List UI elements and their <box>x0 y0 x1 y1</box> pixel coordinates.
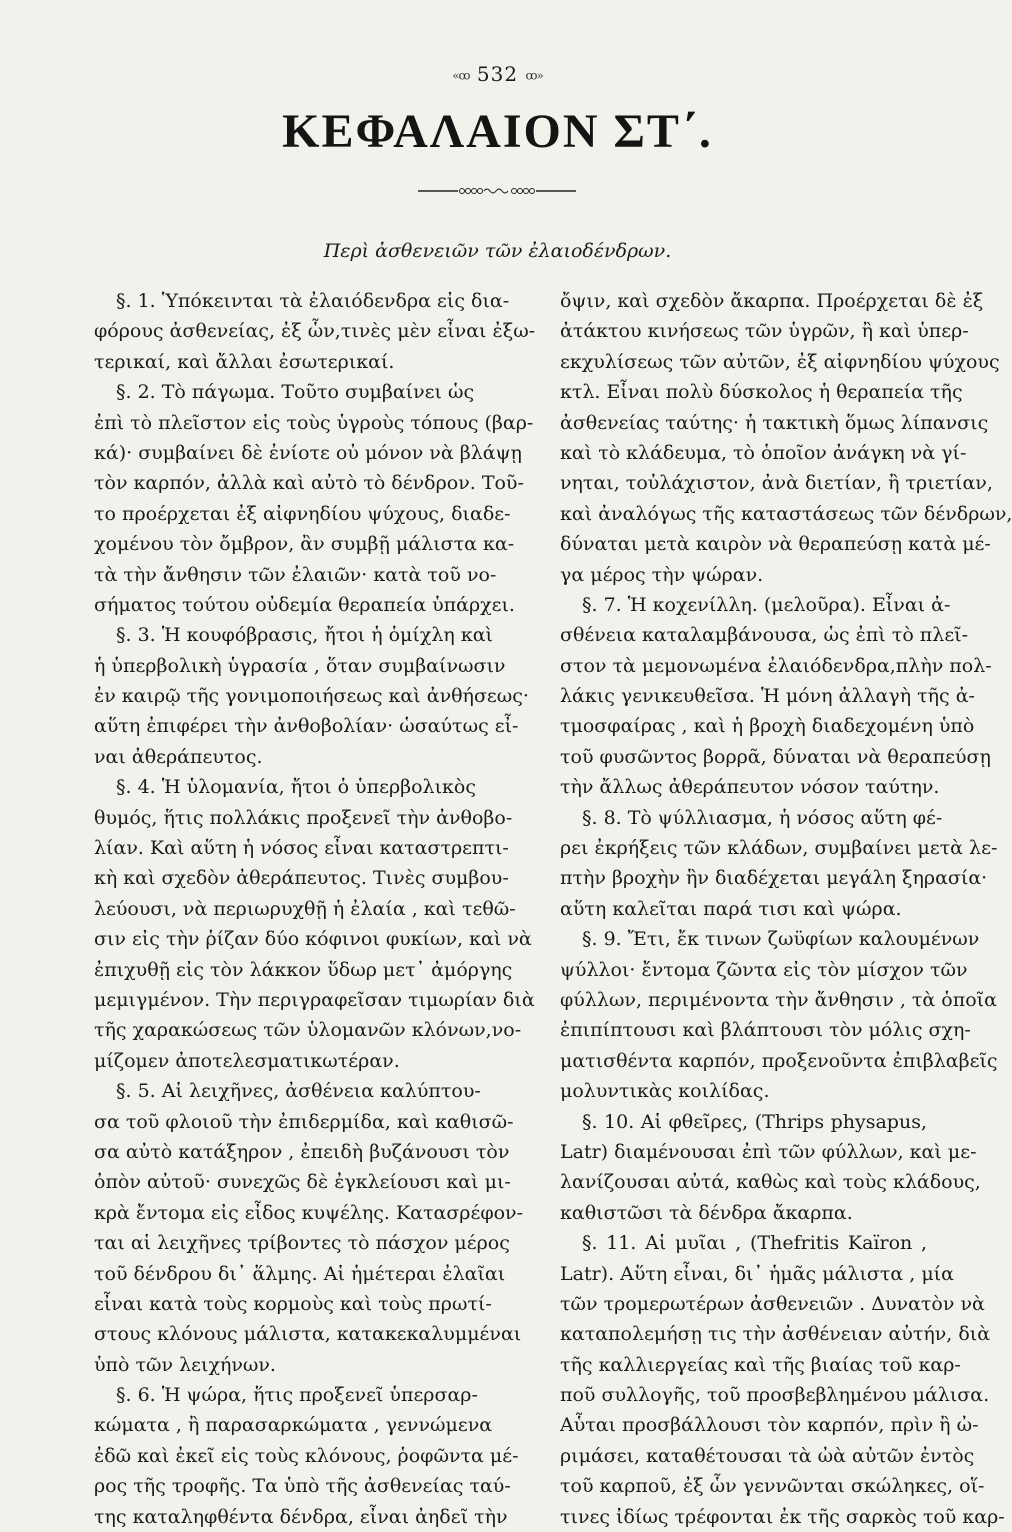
text-line: εκχυλίσεως τῶν αὐτῶν, ἐξ αἰφνηδίου ψύχους <box>560 350 1000 373</box>
text-line: κώματα , ἢ παρασαρκώματα , γεννώμενα <box>94 1414 493 1437</box>
text-line: μίζομεν ἀποτελεσματικωτέραν. <box>94 1049 400 1072</box>
text-line: ἐπὶ τὸ πλεῖστον εἰς τοὺς ὑγροὺς τόπους (βαρ- <box>94 411 534 434</box>
text-line: της καταληφθέντα δένδρα, εἶναι ἀηδεῖ τὴν <box>94 1505 508 1528</box>
text-line: στον τὰ μεμονωμένα ἐλαιόδενδρα,πλὴν πολ- <box>560 654 992 677</box>
text-line: §. 5. Αἱ λειχῆνες, ἀσθένεια καλύπτου- <box>116 1080 481 1103</box>
text-line: τὸν καρπόν, ἀλλὰ καὶ αὐτὸ τὸ δένδρον. Τοῦ- <box>94 472 524 495</box>
text-line: μολυντικὰς κοιλίδας. <box>560 1080 770 1103</box>
decorative-rule <box>418 186 576 196</box>
text-line: Latr) διαμένουσαι ἐπὶ τῶν φύλλων, καὶ με- <box>560 1140 977 1163</box>
text-line: §. 8. Τὸ ψύλλιασμα, ἡ νόσος αὕτη φέ- <box>582 806 943 829</box>
text-line: λίαν. Καὶ αὕτη ἡ νόσος εἶναι καταστρεπτι- <box>94 837 509 860</box>
text-line: ται αἱ λειχῆνες τρίβοντες τὸ πάσχον μέρος <box>94 1232 510 1255</box>
text-line: κὴ καὶ σχεδὸν ἀθεράπευτος. Τινὲς συμβου- <box>94 867 509 890</box>
text-line: αὕτη καλεῖται παρά τισι καὶ ψώρα. <box>560 897 902 920</box>
text-line: σήματος τούτου οὐδεμία θεραπεία ὑπάρχει. <box>94 593 515 616</box>
chapter-subtitle: Περὶ ἀσθενειῶν τῶν ἐλαιοδένδρων. <box>323 240 672 262</box>
left-column <box>94 286 536 1532</box>
text-line: §. 3. Ἡ κουφόβρασις, ἤτοι ἡ ὁμίχλη καὶ <box>116 624 493 647</box>
text-line: καθιστῶσι τὰ δένδρα ἄκαρπα. <box>560 1201 853 1224</box>
text-line: φόρους ἀσθενείας, ἐξ ὧν,τινὲς μὲν εἶναι ἐξω- <box>94 320 536 343</box>
text-line: σα αὐτὸ κατάξηρον , ἐπειδὴ βυζάνουσι τὸν <box>94 1140 510 1163</box>
text-line: ριμάσει, καταθέτουσαι τὰ ὠὰ αὐτῶν ἐντὸς <box>560 1444 975 1467</box>
text-line: εἶναι κατὰ τοὺς κορμοὺς καὶ τοὺς πρωτί- <box>94 1292 492 1315</box>
text-line: καὶ ἀναλόγως τῆς καταστάσεως τῶν δένδρων, <box>560 502 1012 525</box>
text-line: λεύουσι, νὰ περιωρυχθῇ ἡ ἐλαία , καὶ τεθῶ- <box>94 897 516 920</box>
text-line: §. 2. Τὸ πάγωμα. Τοῦτο συμβαίνει ὡς <box>116 381 475 404</box>
text-line: ἐδῶ καὶ ἐκεῖ εἰς τοὺς κλόνους, ῥοφῶντα μέ- <box>94 1444 519 1467</box>
text-line: κτλ. Εἶναι πολὺ δύσκολος ἡ θεραπεία τῆς <box>560 381 963 404</box>
text-line: κρὰ ἔντομα εἰς εἶδος κυψέλης. Κατασρέφον- <box>94 1201 524 1224</box>
text-line: ὄψιν, καὶ σχεδὸν ἄκαρπα. Προέρχεται δὲ ἐξ <box>560 290 984 312</box>
text-line: τὴν ἄλλως ἀθεράπευτον νόσον ταύτην. <box>560 776 940 799</box>
ornament-right: ꝏ» <box>525 68 543 83</box>
page-number-value: 532 <box>476 62 519 86</box>
text-line: τῶν τρομερωτέρων ἀσθενειῶν . Δυνατὸν νὰ <box>560 1292 985 1315</box>
text-line: §. 10. Αἱ φθεῖρες, (Thrips physapus, <box>582 1110 927 1133</box>
text-line: δύναται μετὰ καιρὸν νὰ θεραπεύσῃ κατὰ μέ- <box>560 533 991 556</box>
text-line: ρος τῆς τροφῆς. Τα ὑπὸ τῆς ἀσθενείας ταύ- <box>94 1475 511 1498</box>
text-line: Latr). Αὕτη εἶναι, δι᾽ ἡμᾶς μάλιστα , μία <box>560 1262 954 1285</box>
text-line: πτὴν βροχὴν ἣν διαδέχεται μεγάλη ξηρασία· <box>560 867 988 890</box>
text-line: §. 4. Ἡ ὑλομανία, ἤτοι ὁ ὑπερβολικὸς <box>116 776 476 799</box>
text-line: §. 6. Ἡ ψώρα, ἥτις προξενεῖ ὑπερσαρ- <box>116 1384 478 1407</box>
text-line: γα μέρος τὴν ψώραν. <box>560 563 764 586</box>
page-number <box>0 62 995 86</box>
text-line: ἀσθενείας ταύτης· ἡ τακτικὴ ὅμως λίπανσις <box>560 411 989 434</box>
text-line: ἐπιχυθῇ εἰς τὸν λάκκον ὕδωρ μετ᾽ ἀμόργης <box>94 958 513 981</box>
text-line: καταπολεμήσῃ τις τὴν ἀσθένειαν αὐτήν, διὰ <box>560 1323 991 1346</box>
text-line: τοῦ καρποῦ, ἐξ ὧν γεννῶνται σκώληκες, οἵ- <box>560 1475 985 1498</box>
text-line: νηται, τοὐλάχιστον, ἀνὰ διετίαν, ἢ τριετίαν, <box>560 472 993 495</box>
text-line: θυμός, ἥτις πολλάκις προξενεῖ τὴν ἀνθοβο- <box>94 806 513 829</box>
text-line: ὑπὸ τῶν λειχήνων. <box>94 1353 276 1376</box>
text-line: ρει ἐκρήξεις τῶν κλάδων, συμβαίνει μετὰ λε- <box>560 837 998 860</box>
text-line: στους κλόνους μάλιστα, κατακεκαλυμμέναι <box>94 1323 522 1346</box>
text-line: τῆς χαρακώσεως τῶν ὑλομανῶν κλόνων,νο- <box>94 1019 522 1042</box>
text-line: τμοσφαίρας , καὶ ἡ βροχὴ διαδεχομένη ὑπὸ <box>560 715 975 738</box>
text-line: αὕτη ἐπιφέρει τὴν ἀνθοβολίαν· ὡσαύτως εἶ- <box>94 715 519 738</box>
text-line: καὶ τὸ κλάδευμα, τὸ ὁποῖον ἀνάγκη νὰ γί- <box>560 441 967 464</box>
text-line: ἡ ὑπερβολικὴ ὑγρασία , ὅταν συμβαίνωσιν <box>94 654 506 677</box>
text-line: τινες ἰδίως τρέφονται ἐκ τῆς σαρκὸς τοῦ καρ- <box>560 1505 1005 1528</box>
ornament-left: «ꝏ <box>452 68 470 83</box>
text-line: ὀπὸν αὐτοῦ· συνεχῶς δὲ ἐγκλείουσι καὶ μι- <box>94 1171 511 1194</box>
text-line: τὰ τὴν ἄνθησιν τῶν ἐλαιῶν· κατὰ τοῦ νο- <box>94 563 497 586</box>
text-line: κά)· συμβαίνει δὲ ἐνίοτε οὐ μόνον νὰ βλάψῃ <box>94 441 522 464</box>
text-line: ἐπιπίπτουσι καὶ βλάπτουσι τὸν μόλις σχη- <box>560 1019 971 1042</box>
text-line: χομένου τὸν ὄμβρον, ἂν συμβῇ μάλιστα κα- <box>94 533 515 556</box>
text-line: φύλλων, περιμένοντα τὴν ἄνθησιν , τὰ ὁποῖα <box>560 988 997 1011</box>
text-line: §. 9. Ἔτι, ἔκ τινων ζωϋφίων καλουμένων <box>582 928 980 951</box>
text-line: σα τοῦ φλοιοῦ τὴν ἐπιδερμίδα, καὶ καθισῶ- <box>94 1110 514 1133</box>
text-line: λάκις γενικευθεῖσα. Ἡ μόνη ἀλλαγὴ τῆς ἀ- <box>560 685 975 708</box>
text-line: ψύλλοι· ἔντομα ζῶντα εἰς τὸν μίσχον τῶν <box>560 958 968 981</box>
text-line: λανίζουσαι αὐτά, καθὼς καὶ τοὺς κλάδους, <box>560 1171 981 1194</box>
text-line: μεμιγμένον. Τὴν περιγραφεῖσαν τιμωρίαν διὰ <box>94 988 535 1011</box>
text-line: ποῦ συλλογῆς, τοῦ προσβεβλημένου μάλισα. <box>560 1384 990 1407</box>
text-line: τοῦ φυσῶντος βορρᾶ, δύναται νὰ θεραπεύσῃ <box>560 745 991 768</box>
text-line: σιν εἰς τὴν ῥίζαν δύο κόφινοι φυκίων, καὶ νὰ <box>94 928 532 951</box>
chapter-title: ΚΕΦΑΛΑΙΟΝ ΣΤ΄. <box>282 105 713 158</box>
text-line: τῆς καλλιεργείας καὶ τῆς βιαίας τοῦ καρ- <box>560 1353 961 1376</box>
text-line: τοῦ δένδρου δι᾽ ἅλμης. Αἱ ἡμέτεραι ἐλαῖαι <box>94 1262 506 1285</box>
right-column <box>560 286 1012 1532</box>
text-line: σθένεια καταλαμβάνουσα, ὡς ἐπὶ τὸ πλεῖ- <box>560 624 969 647</box>
text-line: ματισθέντα καρπόν, προξενοῦντα ἐπιβλαβεῖς <box>560 1049 998 1072</box>
text-line: το προέρχεται ἐξ αἰφνηδίου ψύχους, διαδε- <box>94 502 511 525</box>
text-line: §. 1. Ὑπόκεινται τὰ ἐλαιόδενδρα εἰς δια- <box>116 290 510 312</box>
text-line: ναι ἀθεράπευτος. <box>94 745 263 768</box>
text-line: ἀτάκτου κινήσεως τῶν ὑγρῶν, ἢ καὶ ὑπερ- <box>560 320 969 343</box>
text-line: §. 7. Ἡ κοχενίλλη. (μελοῦρα). Εἶναι ἀ- <box>582 593 951 616</box>
text-line: τερικαί, καὶ ἄλλαι ἐσωτερικαί. <box>94 350 395 373</box>
text-line: Αὗται προσβάλλουσι τὸν καρπόν, πρὶν ἢ ὠ- <box>560 1414 979 1437</box>
text-line: §. 11. Αἱ μυῖαι , (Thefritis Kaïron , <box>582 1232 927 1255</box>
text-line: ἐν καιρῷ τῆς γονιμοποιήσεως καὶ ἀνθήσεως· <box>94 685 529 708</box>
